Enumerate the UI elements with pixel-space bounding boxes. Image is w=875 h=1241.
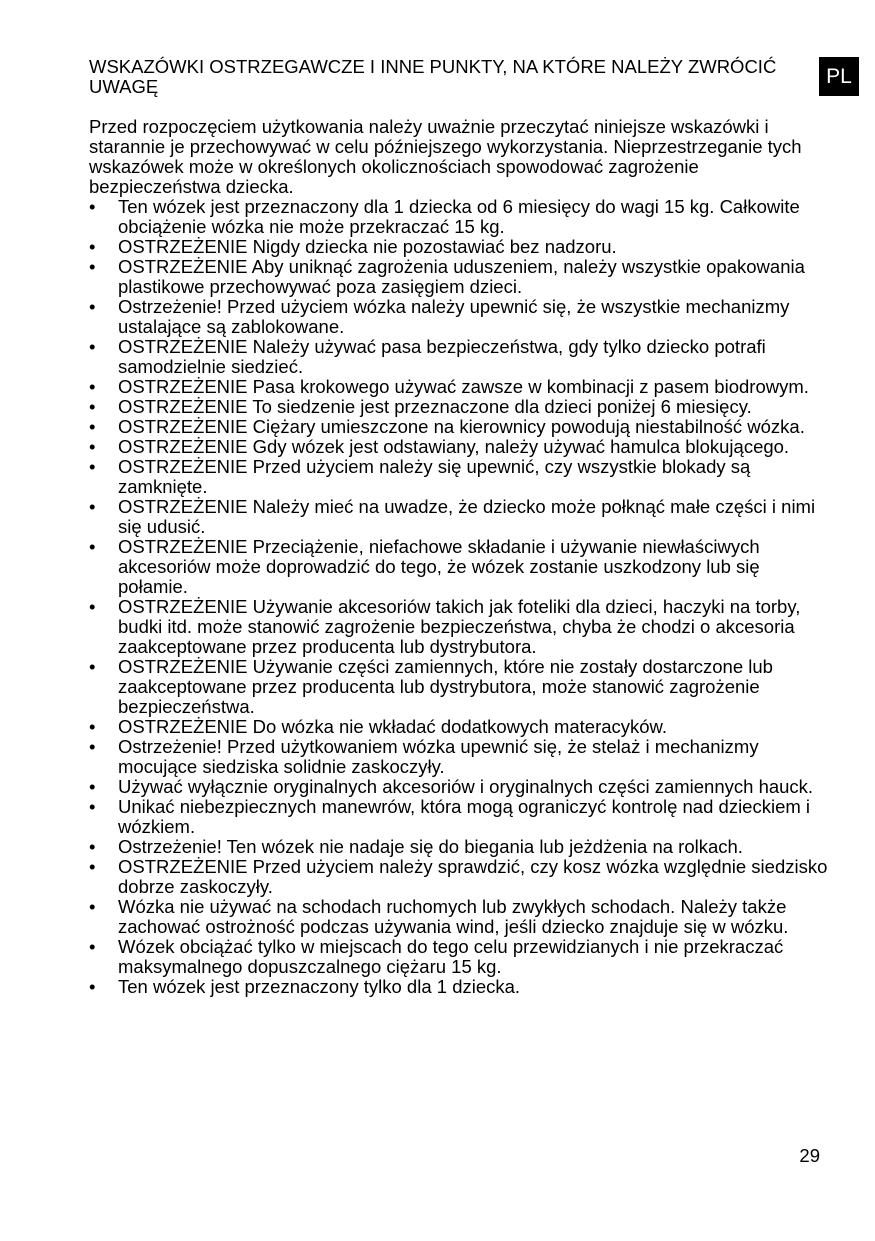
bullet-icon: •	[89, 776, 96, 797]
list-item	[89, 797, 829, 837]
list-item	[89, 337, 829, 377]
warning-text: Unikać niebezpiecznych manewrów, która mogą ograniczyć kontrolę nad dzieckiem i wózkiem.	[118, 796, 811, 837]
bullet-icon: •	[89, 896, 96, 917]
list-item	[89, 497, 829, 537]
page-title: WSKAZÓWKI OSTRZEGAWCZE I INNE PUNKTY, NA KTÓRE NALEŻY ZWRÓCIĆ UWAGĘ	[89, 56, 777, 97]
bullet-icon: •	[89, 336, 96, 357]
intro-paragraph: Przed rozpoczęciem użytkowania należy uważnie przeczytać niniejsze wskazówki i starannie je przechowywać w celu późniejszego wykorzystania. Nieprzestrzeganie tych wskazówek może w określonych okolicznościach spowodować zagrożenie bezpieczeństwa dziecka.	[89, 116, 802, 197]
warning-text: OSTRZEŻENIE Nigdy dziecka nie pozostawiać bez nadzoru.	[118, 236, 617, 257]
bullet-icon: •	[89, 456, 96, 477]
list-item	[89, 777, 829, 797]
bullet-icon: •	[89, 256, 96, 277]
list-item	[89, 237, 829, 257]
warning-text: Wózka nie używać na schodach ruchomych lub zwykłych schodach. Należy także zachować ostrożność podczas używania wind, jeśli dziecko znajduje się w wózku.	[118, 896, 789, 937]
bullet-icon: •	[89, 396, 96, 417]
list-item	[89, 437, 829, 457]
warning-text: OSTRZEŻENIE Przed użyciem należy sprawdzić, czy kosz wózka względnie siedzisko dobrze zaskoczyły.	[118, 856, 828, 897]
warning-text: OSTRZEŻENIE Aby uniknąć zagrożenia uduszeniem, należy wszystkie opakowania plastikowe przechowywać poza zasięgiem dzieci.	[118, 256, 805, 297]
warning-text: OSTRZEŻENIE Przed użyciem należy się upewnić, czy wszystkie blokady są zamknięte.	[118, 456, 751, 497]
list-item	[89, 897, 829, 937]
bullet-icon: •	[89, 196, 96, 217]
warning-text: OSTRZEŻENIE Używanie części zamiennych, które nie zostały dostarczone lub zaakceptowane przez producenta lub dystrybutora, może stanowić zagrożenie bezpieczeństwa.	[118, 656, 773, 717]
list-item	[89, 837, 829, 857]
warning-text: OSTRZEŻENIE Do wózka nie wkładać dodatkowych materacyków.	[118, 716, 668, 737]
warning-text: OSTRZEŻENIE Ciężary umieszczone na kierownicy powodują niestabilność wózka.	[118, 416, 805, 437]
warning-text: OSTRZEŻENIE Należy mieć na uwadze, że dziecko może połknąć małe części i nimi się udusić.	[118, 496, 816, 537]
list-item	[89, 857, 829, 897]
list-item	[89, 417, 829, 437]
bullet-icon: •	[89, 416, 96, 437]
bullet-icon: •	[89, 596, 96, 617]
warning-text: Ten wózek jest przeznaczony dla 1 dziecka od 6 miesięcy do wagi 15 kg. Całkowite obciążenie wózka nie może przekraczać 15 kg.	[118, 196, 800, 237]
warning-text: OSTRZEŻENIE To siedzenie jest przeznaczone dla dzieci poniżej 6 miesięcy.	[118, 396, 752, 417]
bullet-icon: •	[89, 936, 96, 957]
list-item	[89, 657, 829, 717]
list-item	[89, 297, 829, 337]
list-item	[89, 197, 829, 237]
list-item	[89, 537, 829, 597]
warning-text: OSTRZEŻENIE Gdy wózek jest odstawiany, należy używać hamulca blokującego.	[118, 436, 790, 457]
bullet-icon: •	[89, 796, 96, 817]
warning-text: OSTRZEŻENIE Pasa krokowego używać zawsze w kombinacji z pasem biodrowym.	[118, 376, 809, 397]
list-item	[89, 377, 829, 397]
bullet-icon: •	[89, 716, 96, 737]
warning-text: OSTRZEŻENIE Przeciążenie, niefachowe składanie i używanie niewłaściwych akcesoriów może doprowadzić do tego, że wózek zostanie uszkodzony lub się połamie.	[118, 536, 760, 597]
list-item	[89, 977, 829, 997]
bullet-icon: •	[89, 436, 96, 457]
bullet-icon: •	[89, 296, 96, 317]
language-badge: PL	[819, 57, 859, 96]
warning-text: Używać wyłącznie oryginalnych akcesoriów i oryginalnych części zamiennych hauck.	[118, 776, 814, 797]
warning-text: OSTRZEŻENIE Należy używać pasa bezpieczeństwa, gdy tylko dziecko potrafi samodzielnie siedzieć.	[118, 336, 766, 377]
warning-text: Ostrzeżenie! Przed użyciem wózka należy upewnić się, że wszystkie mechanizmy ustalające są zablokowane.	[118, 296, 790, 337]
warning-text: Ostrzeżenie! Przed użytkowaniem wózka upewnić się, że stelaż i mechanizmy mocujące siedziska solidnie zaskoczyły.	[118, 736, 759, 777]
list-item	[89, 937, 829, 977]
bullet-icon: •	[89, 656, 96, 677]
list-item	[89, 737, 829, 777]
bullet-icon: •	[89, 536, 96, 557]
bullet-icon: •	[89, 976, 96, 997]
document-body	[89, 117, 829, 997]
bullet-icon: •	[89, 376, 96, 397]
list-item	[89, 397, 829, 417]
list-item	[89, 257, 829, 297]
bullet-icon: •	[89, 496, 96, 517]
warning-text: Ten wózek jest przeznaczony tylko dla 1 dziecka.	[118, 976, 521, 997]
bullet-icon: •	[89, 836, 96, 857]
warning-text: OSTRZEŻENIE Używanie akcesoriów takich jak foteliki dla dzieci, haczyki na torby, budki itd. może stanowić zagrożenie bezpieczeństwa, chyba że chodzi o akcesoria zaakceptowane przez producenta lub dystrybutora.	[118, 596, 801, 657]
warning-text: Ostrzeżenie! Ten wózek nie nadaje się do biegania lub jeżdżenia na rolkach.	[118, 836, 743, 857]
bullet-icon: •	[89, 236, 96, 257]
list-item	[89, 597, 829, 657]
list-item	[89, 717, 829, 737]
bullet-icon: •	[89, 736, 96, 757]
bullet-icon: •	[89, 856, 96, 877]
page-number: 29	[799, 1145, 820, 1166]
list-item	[89, 457, 829, 497]
warnings-list	[89, 197, 829, 997]
warning-text: Wózek obciążać tylko w miejscach do tego celu przewidzianych i nie przekraczać maksymalnego dopuszczalnego ciężaru 15 kg.	[118, 936, 784, 977]
